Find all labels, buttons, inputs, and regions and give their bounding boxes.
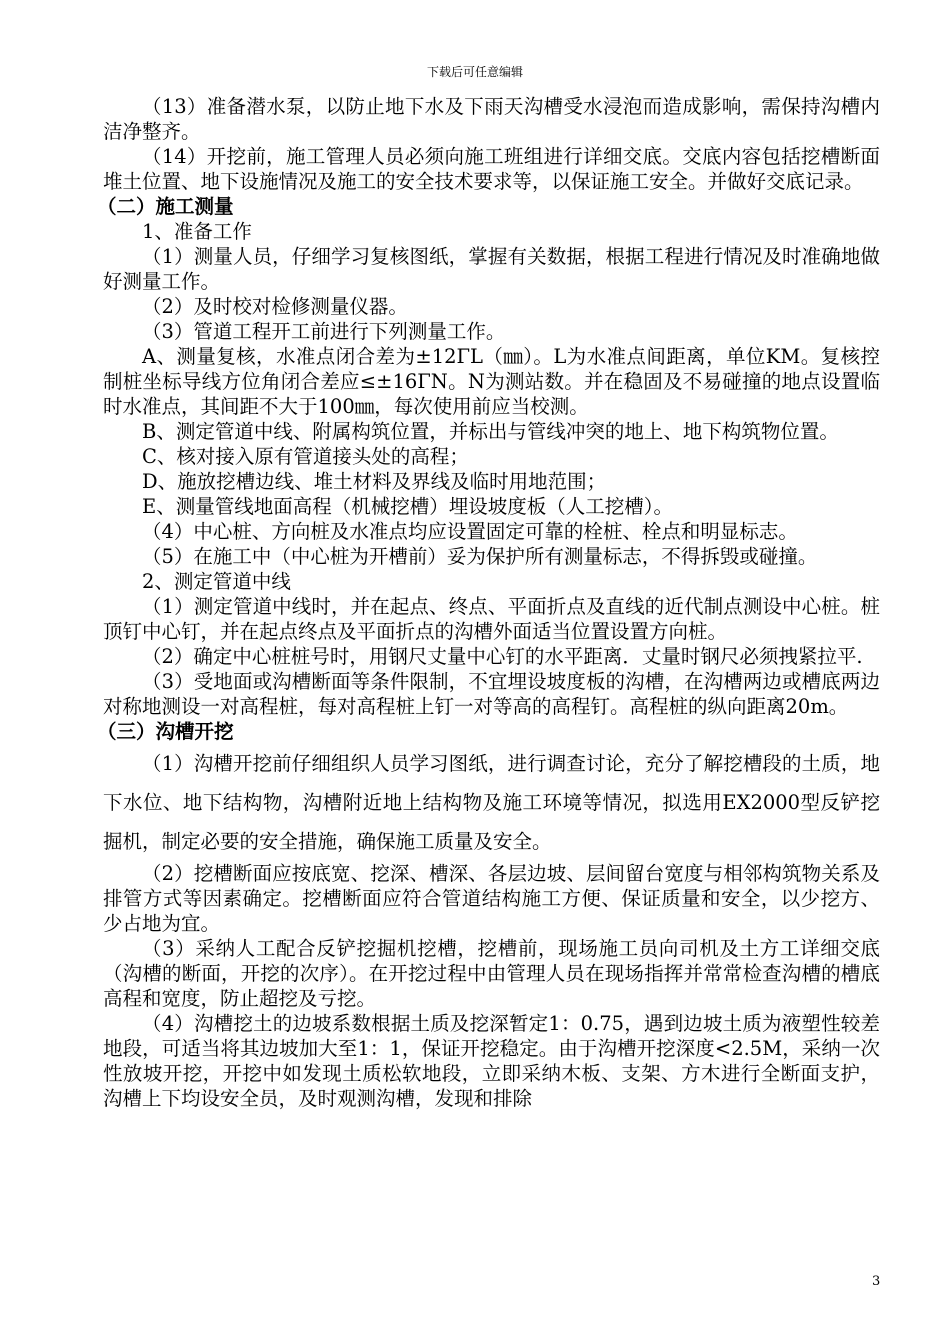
- paragraph: （3）采纳人工配合反铲挖掘机挖槽，挖槽前，现场施工员向司机及土方工详细交底（沟槽的断面，开挖的次序）。在开挖过程中由管理人员在现场指挥并常常检查沟槽的槽底高程和宽度，防止超挖及亏挖。: [103, 937, 880, 1010]
- paragraph: （5）在施工中（中心桩为开槽前）妥为保护所有测量标志，不得拆毁或碰撞。: [142, 545, 818, 568]
- paragraph: （1）测量人员，仔细学习复核图纸，掌握有关数据，根据工程进行情况及时准确地做好测量工作。: [103, 245, 880, 293]
- paragraph: 2、测定管道中线: [142, 570, 291, 593]
- paragraph: （3）管道工程开工前进行下列测量工作。: [142, 320, 506, 343]
- paragraph: （2）确定中心桩桩号时，用钢尺丈量中心钉的水平距离．丈量时钢尺必须拽紧拉平.: [142, 645, 863, 668]
- section-heading: （三）沟槽开挖: [97, 720, 234, 743]
- paragraph: 1、准备工作: [142, 220, 252, 243]
- paragraph: （13）准备潜水泵，以防止地下水及下雨天沟槽受水浸泡而造成影响，需保持沟槽内洁净整齐。: [103, 95, 880, 143]
- paragraph: （2）挖槽断面应按底宽、挖深、槽深、各层边坡、层间留台宽度与相邻构筑物关系及排管方式等因素确定。挖槽断面应符合管道结构施工方便、保证质量和安全，以少挖方、少占地为宜。: [103, 862, 880, 935]
- page-header: 下载后可任意编辑: [426, 65, 523, 79]
- paragraph: （14）开挖前，施工管理人员必须向施工班组进行详细交底。交底内容包括挖槽断面堆土位置、地下设施情况及施工的安全技术要求等，以保证施工安全。并做好交底记录。: [103, 145, 880, 193]
- page-number: 3: [872, 1274, 881, 1289]
- paragraph: A、测量复核，水准点闭合差为±12ΓL（㎜）。L为水准点间距离，单位KM。复核控制桩坐标导线方位角闭合差应≤±16ΓN。N为测站数。并在稳固及不易碰撞的地点设置临时水准点，其间距不大于100㎜，每次使用前应当校测。: [103, 345, 880, 418]
- paragraph: （3）受地面或沟槽断面等条件限制，不宜埋设坡度板的沟槽，在沟槽两边或槽底两边对称地测设一对高程桩，每对高程桩上钉一对等高的高程钉。高程桩的纵向距离20m。: [103, 670, 880, 718]
- paragraph: C、核对接入原有管道接头处的高程；: [142, 445, 469, 468]
- section-heading: （二）施工测量: [97, 195, 234, 218]
- paragraph: D、施放挖槽边线、堆土材料及界线及临时用地范围；: [142, 470, 607, 493]
- document-body: [97, 94, 880, 1111]
- paragraph: B、测定管道中线、附属构筑位置，并标出与管线冲突的地上、地下构筑物位置。: [142, 420, 839, 443]
- paragraph: （1）测定管道中线时，并在起点、终点、平面折点及直线的近代制点测设中心桩。桩顶钉中心钉，并在起点终点及平面折点的沟槽外面适当位置设置方向桩。: [103, 595, 880, 643]
- paragraph: （1）沟槽开挖前仔细组织人员学习图纸，进行调查讨论，充分了解挖槽段的土质，地下水位、地下结构物，沟槽附近地上结构物及施工环境等情况，拟选用EX2000型反铲挖掘机，制定必要的安全措施，确保施工质量及安全。: [103, 752, 880, 853]
- paragraph: （4）中心桩、方向桩及水准点均应设置固定可靠的栓桩、栓点和明显标志。: [142, 520, 798, 543]
- paragraph: （4）沟槽挖土的边坡系数根据土质及挖深暂定1：0.75，遇到边坡土质为液塑性较差地段，可适当将其边坡加大至1：1，保证开挖稳定。由于沟槽开挖深度<2.5M，采纳一次性放坡开挖，开挖中如发现土质松软地段，立即采纳木板、支架、方木进行全断面支护，沟槽上下均设安全员，及时观测沟槽，发现和排除: [103, 1012, 880, 1110]
- paragraph: E、测量管线地面高程（机械挖槽）埋设坡度板（人工挖槽）。: [142, 495, 673, 518]
- paragraph: （2）及时校对检修测量仪器。: [142, 295, 408, 318]
